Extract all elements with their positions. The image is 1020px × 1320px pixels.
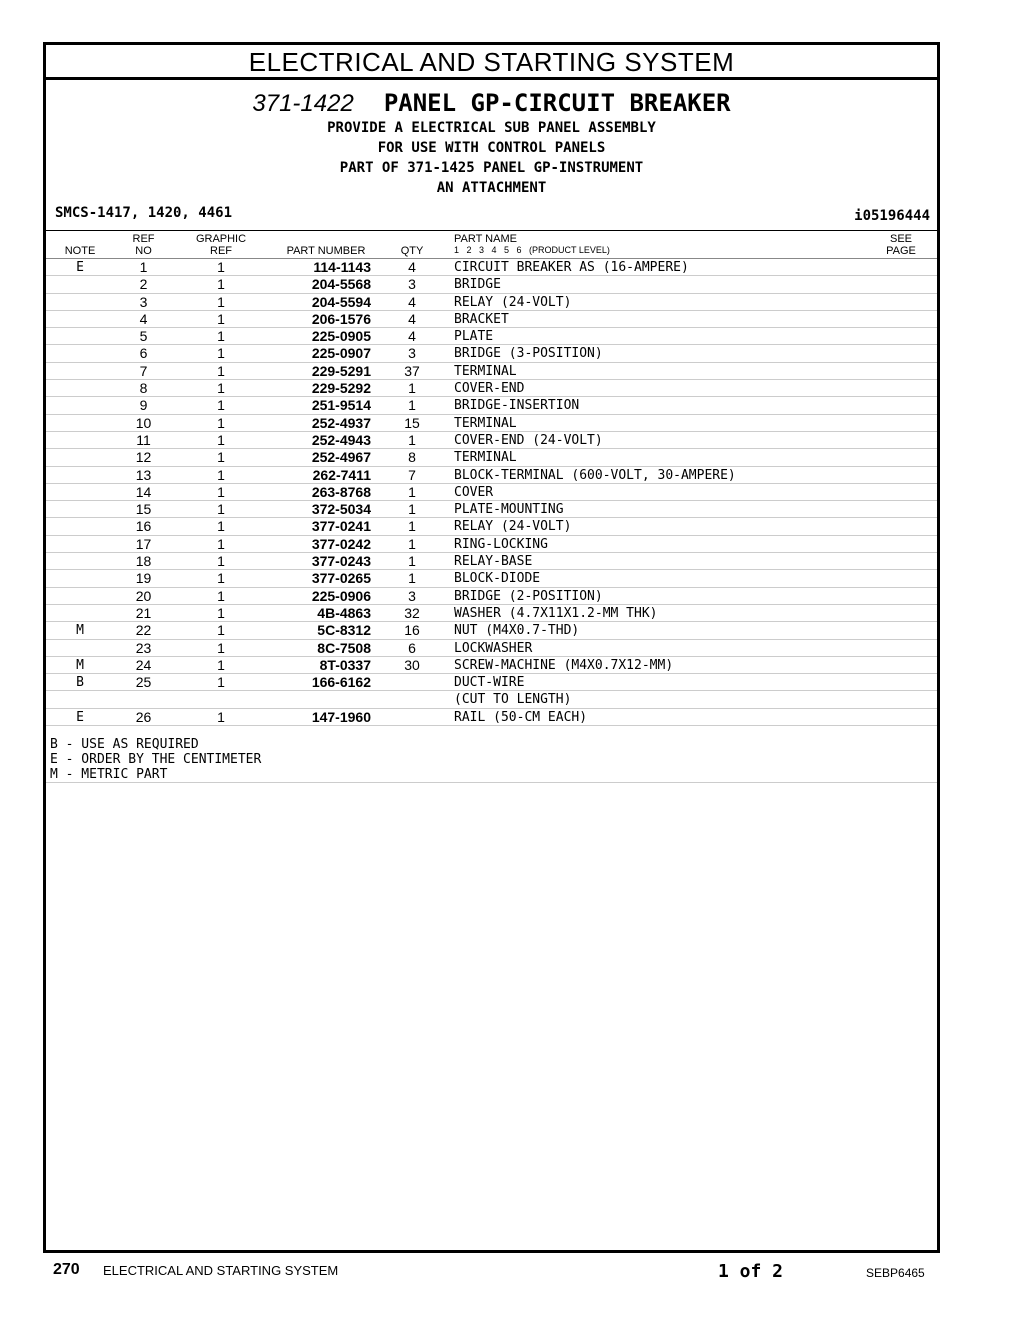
ref-no-cell: 26: [135, 708, 152, 725]
ref-no-cell: 9: [139, 397, 148, 414]
part-name-cell: PLATE-MOUNTING: [454, 502, 564, 518]
part-name-cell: COVER-END: [454, 381, 525, 397]
graphic-ref-cell: 1: [217, 380, 225, 397]
qty-cell: 1: [408, 501, 416, 518]
note-cell: B: [76, 675, 84, 691]
graphic-ref-cell: 1: [217, 276, 225, 293]
ref-no-cell: 6: [139, 345, 148, 362]
table-row: [46, 536, 937, 553]
note-line: M - METRIC PART: [50, 767, 168, 782]
table-row: [46, 328, 937, 345]
table-row: [46, 622, 937, 639]
table-row: [46, 415, 937, 432]
qty-cell: 4: [408, 259, 416, 275]
part-name-cell: TERMINAL: [454, 363, 517, 379]
ref-no-cell: 21: [135, 604, 152, 621]
note-cell: M: [76, 657, 84, 673]
ref-no-cell: 24: [135, 656, 152, 673]
note-cell: E: [76, 260, 84, 275]
illustration-id: i05196444: [854, 208, 930, 224]
part-name-cell: RELAY (24-VOLT): [454, 519, 572, 535]
table-row: [46, 380, 937, 397]
part-number-cell[interactable]: 229-5291: [311, 362, 371, 379]
table-row: [46, 345, 937, 362]
part-number-cell[interactable]: 372-5034: [311, 501, 371, 518]
smcs-codes: SMCS-1417, 1420, 4461: [55, 205, 233, 221]
description-line: PART OF 371-1425 PANEL GP-INSTRUMENT: [339, 160, 644, 176]
table-row: [46, 363, 937, 380]
col-see-bottom: PAGE: [886, 245, 916, 257]
ref-no-cell: 10: [135, 414, 152, 431]
ref-no-cell: 15: [135, 501, 152, 518]
graphic-ref-cell: 1: [217, 570, 225, 587]
page-frame: [43, 42, 940, 1253]
qty-cell: 1: [408, 518, 416, 535]
graphic-ref-cell: 1: [217, 604, 225, 621]
part-number-cell[interactable]: 262-7411: [312, 466, 371, 483]
part-name-cell: BLOCK-TERMINAL (600-VOLT, 30-AMPERE): [454, 467, 736, 483]
parts-table: [46, 259, 937, 726]
description-line: PROVIDE A ELECTRICAL SUB PANEL ASSEMBLY: [327, 120, 656, 136]
ref-no-cell: 1: [139, 259, 148, 275]
assembly-title: [46, 89, 937, 118]
part-number-cell[interactable]: 8T-0337: [319, 656, 371, 673]
table-row: [46, 674, 937, 691]
qty-cell: 7: [408, 466, 416, 483]
assembly-part-number[interactable]: 371-1422: [252, 90, 354, 117]
part-number-cell[interactable]: 114-1143: [313, 259, 371, 275]
qty-cell: 1: [408, 553, 416, 570]
part-name-cell: BRACKET: [454, 311, 509, 327]
ref-no-cell: 20: [135, 587, 152, 604]
assembly-description: [46, 118, 937, 198]
col-part-name: PART NAME: [454, 233, 517, 245]
part-name-cell: DUCT-WIRE: [454, 675, 525, 691]
table-row: [46, 276, 937, 293]
table-row: [46, 432, 937, 449]
graphic-ref-cell: 1: [217, 587, 225, 604]
qty-cell: 1: [408, 535, 416, 552]
ref-no-cell: 3: [139, 293, 148, 310]
col-graphic-top: GRAPHIC: [195, 233, 247, 245]
table-row: [46, 518, 937, 535]
col-part-number: PART NUMBER: [286, 245, 366, 257]
part-number-cell[interactable]: 377-0265: [311, 570, 371, 587]
table-row: [46, 449, 937, 466]
table-row: [46, 570, 937, 587]
graphic-ref-cell: 1: [217, 708, 225, 725]
qty-cell: 3: [408, 587, 416, 604]
qty-cell: 4: [408, 310, 416, 327]
footer-page-number: 270: [53, 1261, 80, 1278]
table-row: [46, 311, 937, 328]
ref-no-cell: 7: [139, 362, 148, 379]
table-row: [46, 553, 937, 570]
part-name-cell: BRIDGE (3-POSITION): [454, 346, 603, 362]
qty-cell: 1: [408, 397, 416, 414]
part-name-cell: SCREW-MACHINE (M4X0.7X12-MM): [454, 657, 674, 673]
graphic-ref-cell: 1: [217, 328, 225, 345]
part-name-cell: BRIDGE (2-POSITION): [454, 588, 603, 604]
table-row: [46, 691, 937, 708]
graphic-ref-cell: 1: [217, 622, 225, 639]
col-note: NOTE: [64, 245, 96, 257]
part-name-cell: PLATE: [454, 329, 494, 345]
description-line: FOR USE WITH CONTROL PANELS: [377, 140, 606, 156]
qty-cell: 3: [408, 276, 416, 293]
col-see-top: SEE: [889, 233, 912, 245]
note-line: E - ORDER BY THE CENTIMETER: [50, 752, 262, 767]
col-graphic-bottom: REF: [210, 245, 232, 257]
graphic-ref-cell: 1: [217, 483, 225, 500]
footer-page-of: 1 of 2: [718, 1261, 784, 1282]
ref-no-cell: 22: [135, 622, 152, 639]
part-number-cell[interactable]: 263-8768: [311, 483, 371, 500]
col-ref-bottom: NO: [135, 245, 152, 257]
footer-section: ELECTRICAL AND STARTING SYSTEM: [103, 1263, 339, 1278]
part-number-cell[interactable]: 225-0905: [311, 328, 371, 345]
part-name-cell: COVER: [454, 484, 494, 500]
qty-cell: 30: [404, 656, 420, 673]
graphic-ref-cell: 1: [217, 362, 225, 379]
qty-cell: 32: [404, 604, 420, 621]
graphic-ref-cell: 1: [217, 501, 225, 518]
table-row: [46, 294, 937, 311]
table-row: [46, 467, 937, 484]
divider: [46, 782, 937, 783]
qty-cell: 37: [404, 362, 420, 379]
table-row: [46, 640, 937, 657]
part-number-cell[interactable]: 252-4943: [311, 431, 371, 448]
part-number-cell[interactable]: 147-1960: [311, 708, 371, 725]
graphic-ref-cell: 1: [217, 656, 225, 673]
part-number-cell[interactable]: 377-0241: [311, 518, 371, 535]
table-row: [46, 605, 937, 622]
qty-cell: 1: [408, 431, 416, 448]
ref-no-cell: 14: [135, 483, 152, 500]
note-cell: M: [76, 623, 84, 639]
qty-cell: 3: [408, 345, 416, 362]
part-number-cell[interactable]: 204-5568: [311, 276, 371, 293]
graphic-ref-cell: 1: [217, 449, 225, 466]
graphic-ref-cell: 1: [217, 553, 225, 570]
assembly-name: PANEL GP-CIRCUIT BREAKER: [383, 89, 731, 117]
graphic-ref-cell: 1: [217, 431, 225, 448]
table-row: [46, 709, 937, 726]
ref-no-cell: 5: [139, 328, 148, 345]
ref-no-cell: 8: [139, 380, 148, 397]
qty-cell: 15: [404, 414, 420, 431]
part-name-cell: COVER-END (24-VOLT): [454, 432, 603, 448]
graphic-ref-cell: 1: [217, 639, 225, 656]
ref-no-cell: 17: [135, 535, 152, 552]
graphic-ref-cell: 1: [217, 535, 225, 552]
ref-no-cell: 4: [139, 310, 148, 327]
part-name-cell: RELAY (24-VOLT): [454, 294, 572, 310]
notes-legend: [50, 737, 937, 782]
table-row: [46, 397, 937, 414]
qty-cell: 4: [408, 293, 416, 310]
qty-cell: 1: [408, 570, 416, 587]
part-name-cell: LOCKWASHER: [454, 640, 533, 656]
part-name-cell: WASHER (4.7X11X1.2-MM THK): [454, 605, 658, 621]
col-product-levels: 1 2 3 4 5 6 (PRODUCT LEVEL): [454, 245, 610, 255]
table-row: [46, 657, 937, 674]
part-number-cell[interactable]: 206-1576: [311, 310, 371, 327]
part-number-cell[interactable]: 252-4937: [311, 414, 371, 431]
section-title: ELECTRICAL AND STARTING SYSTEM: [46, 45, 937, 80]
part-number-cell[interactable]: 377-0243: [311, 553, 371, 570]
ref-no-cell: 12: [135, 449, 152, 466]
part-name-cell: TERMINAL: [454, 415, 517, 431]
part-number-cell[interactable]: 8C-7508: [317, 639, 371, 656]
ref-no-cell: 13: [135, 466, 152, 483]
part-name-cell: NUT (M4X0.7-THD): [454, 623, 580, 639]
ref-no-cell: 11: [136, 431, 151, 448]
part-name-cell: BLOCK-DIODE: [454, 571, 541, 587]
note-cell: E: [76, 709, 84, 725]
qty-cell: 4: [408, 328, 416, 345]
part-name-cell: BRIDGE: [454, 277, 501, 293]
part-number-cell[interactable]: 252-4967: [311, 449, 371, 466]
part-number-cell[interactable]: 377-0242: [311, 535, 371, 552]
ref-no-cell: 25: [135, 674, 152, 691]
note-line: B - USE AS REQUIRED: [50, 737, 199, 752]
part-number-cell[interactable]: 4B-4863: [317, 604, 371, 621]
graphic-ref-cell: 1: [217, 397, 225, 414]
ref-no-cell: 18: [135, 553, 152, 570]
ref-no-cell: 19: [135, 570, 152, 587]
part-name-cell: TERMINAL: [454, 450, 517, 466]
ref-no-cell: 23: [135, 639, 152, 656]
qty-cell: 8: [408, 449, 416, 466]
col-qty: QTY: [400, 245, 424, 257]
part-number-cell[interactable]: 251-9514: [311, 397, 371, 414]
part-name-cell: RELAY-BASE: [454, 554, 533, 570]
table-row: [46, 484, 937, 501]
part-number-cell[interactable]: 229-5292: [311, 380, 371, 397]
graphic-ref-cell: 1: [217, 310, 225, 327]
part-name-cell: RING-LOCKING: [454, 536, 548, 552]
qty-cell: 6: [408, 639, 416, 656]
qty-cell: 16: [404, 622, 420, 639]
part-number-cell[interactable]: 225-0906: [311, 587, 371, 604]
col-ref-top: REF: [132, 233, 155, 245]
table-row: [46, 501, 937, 518]
table-row: [46, 259, 937, 276]
qty-cell: 1: [408, 380, 416, 397]
part-number-cell[interactable]: 5C-8312: [317, 622, 371, 639]
graphic-ref-cell: 1: [217, 466, 225, 483]
graphic-ref-cell: 1: [217, 518, 225, 535]
part-name-cell: BRIDGE-INSERTION: [454, 398, 580, 414]
part-number-cell[interactable]: 166-6162: [311, 674, 371, 691]
part-number-cell[interactable]: 225-0907: [311, 345, 371, 362]
table-row: [46, 588, 937, 605]
footer-document-id: SEBP6465: [866, 1266, 925, 1280]
part-name-cell: RAIL (50-CM EACH): [454, 709, 588, 725]
ref-no-cell: 2: [139, 276, 148, 293]
part-number-cell[interactable]: 204-5594: [311, 293, 371, 310]
graphic-ref-cell: 1: [217, 345, 225, 362]
graphic-ref-cell: 1: [217, 674, 225, 691]
graphic-ref-cell: 1: [217, 414, 225, 431]
qty-cell: 1: [408, 483, 416, 500]
graphic-ref-cell: 1: [217, 259, 225, 275]
part-name-cell: (CUT TO LENGTH): [454, 692, 572, 708]
graphic-ref-cell: 1: [217, 293, 225, 310]
part-name-cell: CIRCUIT BREAKER AS (16-AMPERE): [454, 260, 689, 275]
divider: [46, 230, 937, 231]
description-line: AN ATTACHMENT: [436, 180, 547, 196]
ref-no-cell: 16: [135, 518, 152, 535]
